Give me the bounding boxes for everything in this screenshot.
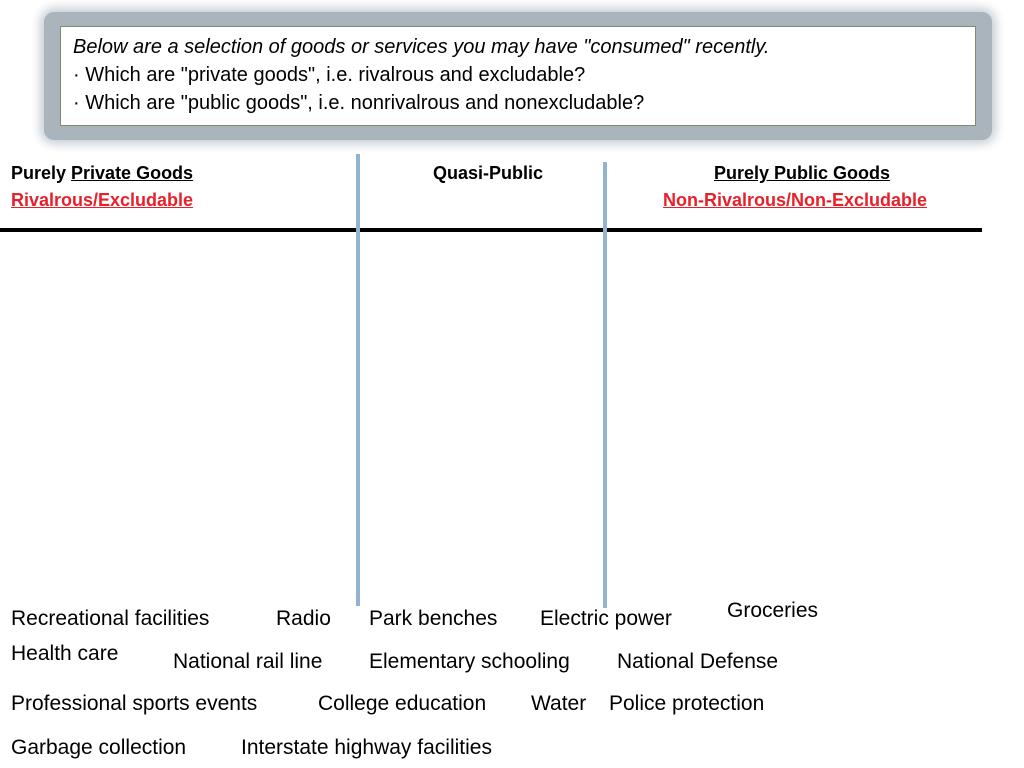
quasi-public-heading: Quasi-Public (433, 163, 544, 183)
prompt-question-private: · Which are "private goods", i.e. rivalrous and excludable? (73, 64, 586, 86)
column-divider-left (356, 154, 360, 606)
private-subtitle: Rivalrous/Excludable (11, 190, 194, 210)
item-elementary-schooling[interactable]: Elementary schooling (369, 650, 570, 673)
column-divider-right (603, 162, 607, 608)
item-water[interactable]: Water (531, 692, 587, 715)
item-national-defense[interactable]: National Defense (617, 650, 779, 673)
item-police-protection[interactable]: Police protection (609, 692, 765, 715)
item-college-education[interactable]: College education (318, 692, 487, 715)
prompt-intro: Below are a selection of goods or services you may have "consumed" recently. (73, 36, 770, 58)
item-groceries[interactable]: Groceries (727, 599, 819, 622)
prompt-box (60, 26, 976, 126)
item-health-care[interactable]: Health care (11, 642, 119, 665)
header-divider (0, 228, 982, 232)
item-garbage-collection[interactable]: Garbage collection (11, 736, 187, 759)
public-goods-heading: Purely Public Goods (714, 163, 891, 183)
item-park-benches[interactable]: Park benches (369, 607, 498, 630)
item-electric-power[interactable]: Electric power (540, 607, 672, 630)
item-recreational-facilities[interactable]: Recreational facilities (11, 607, 210, 630)
item-professional-sports-events[interactable]: Professional sports events (11, 692, 258, 715)
item-national-rail-line[interactable]: National rail line (173, 650, 323, 673)
prompt-question-public: · Which are "public goods", i.e. nonrivalrous and nonexcludable? (73, 92, 645, 114)
public-subtitle: Non-Rivalrous/Non-Excludable (663, 190, 928, 210)
private-prefix: Purely (11, 163, 72, 183)
private-goods-heading (11, 160, 193, 186)
private-title: Private Goods (71, 163, 194, 183)
item-interstate-highway-facilities[interactable]: Interstate highway facilities (241, 736, 492, 759)
item-radio[interactable]: Radio (276, 607, 331, 630)
